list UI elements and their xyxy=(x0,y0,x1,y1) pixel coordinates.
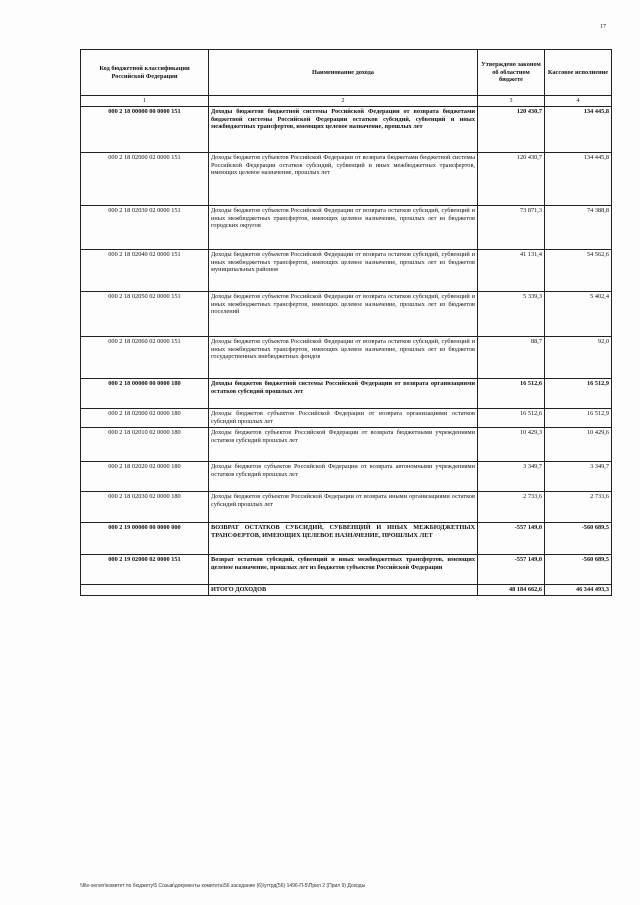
table-row xyxy=(81,428,612,462)
row-code: 000 2 18 02020 02 0000 180 xyxy=(81,462,209,492)
row-name: Доходы бюджетов субъектов Российской Федерации от возврата иными организациями остатков субсидий прошлых лет xyxy=(209,492,478,523)
row-approved: 16 512,6 xyxy=(478,379,545,409)
row-actual: 74 388,8 xyxy=(545,206,612,250)
table-row xyxy=(81,107,612,153)
table-row xyxy=(81,585,612,596)
row-code: 000 2 18 02050 02 0000 151 xyxy=(81,292,209,337)
row-name: Доходы бюджетов субъектов Российской Федерации от возврата остатков субсидий, субвенций и иных межбюджетных трансфертов, имеющих целевое назначение, прошлых лет из бюджетов поселений xyxy=(209,292,478,337)
row-code: 000 2 18 02040 02 0000 151 xyxy=(81,250,209,292)
row-approved: 16 512,6 xyxy=(478,409,545,428)
table-row xyxy=(81,292,612,337)
row-code: 000 2 18 02030 02 0000 151 xyxy=(81,206,209,250)
row-actual: 16 512,9 xyxy=(545,379,612,409)
table-row xyxy=(81,492,612,523)
row-code: 000 2 18 02000 02 0000 151 xyxy=(81,153,209,206)
row-approved: 120 430,7 xyxy=(478,107,545,153)
row-name: Доходы бюджетов субъектов Российской Федерации от возврата остатков субсидий, субвенций и иных межбюджетных трансфертов, имеющих целевое назначение, прошлых лет из бюджетов городских округов xyxy=(209,206,478,250)
row-actual: 3 349,7 xyxy=(545,462,612,492)
column-numbers-row xyxy=(81,96,612,107)
row-actual: 2 733,6 xyxy=(545,492,612,523)
row-code: 000 2 18 02010 02 0000 180 xyxy=(81,428,209,462)
row-code: 000 2 18 00000 00 0000 151 xyxy=(81,107,209,153)
row-name: Доходы бюджетов субъектов Российской Федерации от возврата автономными учреждениями остатков субсидий прошлых лет xyxy=(209,462,478,492)
row-approved: -557 149,0 xyxy=(478,523,545,555)
row-actual: 134 445,8 xyxy=(545,153,612,206)
table-row xyxy=(81,153,612,206)
row-code xyxy=(81,585,209,596)
row-code: 000 2 19 00000 00 0000 000 xyxy=(81,523,209,555)
column-number: 2 xyxy=(209,96,478,107)
header-actual: Кассовое исполнение xyxy=(545,50,612,96)
table-row xyxy=(81,555,612,585)
row-actual: -560 689,5 xyxy=(545,523,612,555)
table-row xyxy=(81,379,612,409)
table-row xyxy=(81,409,612,428)
table-row xyxy=(81,206,612,250)
row-approved: 10 429,3 xyxy=(478,428,545,462)
row-name: Возврат остатков субсидий, субвенций и иных межбюджетных трансфертов, имеющих целевое назначение, прошлых лет из бюджетов субъектов Российской Федерации xyxy=(209,555,478,585)
row-name: Доходы бюджетов субъектов Российской Федерации от возврата организациями остатков субсидий прошлых лет xyxy=(209,409,478,428)
header-approved: Утверждено законом об областном бюджете xyxy=(478,50,545,96)
row-approved: 2 733,6 xyxy=(478,492,545,523)
row-name: Доходы бюджетов бюджетной системы Российской Федерации от возврата бюджетами бюджетной системы Российской Федерации остатков субсидий, субвенций и иных межбюджетных трансфертов, имеющих целевое назначение, прошлых лет xyxy=(209,107,478,153)
header-code: Код бюджетной классификации Российской Федерации xyxy=(81,50,209,96)
row-code: 000 2 18 02000 02 0000 180 xyxy=(81,409,209,428)
row-name: Доходы бюджетов субъектов Российской Федерации от возврата бюджетными учреждениями остатков субсидий прошлых лет xyxy=(209,428,478,462)
row-actual: 5 402,4 xyxy=(545,292,612,337)
table-row xyxy=(81,250,612,292)
table-row xyxy=(81,462,612,492)
row-actual: 134 445,8 xyxy=(545,107,612,153)
row-approved: 120 430,7 xyxy=(478,153,545,206)
row-approved: 41 131,4 xyxy=(478,250,545,292)
row-name: Доходы бюджетов бюджетной системы Российской Федерации от возврата организациями остатков субсидий прошлых лет xyxy=(209,379,478,409)
row-code: 000 2 18 02030 02 0000 180 xyxy=(81,492,209,523)
row-actual: 54 562,6 xyxy=(545,250,612,292)
row-actual: 92,0 xyxy=(545,337,612,379)
table-row xyxy=(81,337,612,379)
column-number: 3 xyxy=(478,96,545,107)
row-actual: 16 512,9 xyxy=(545,409,612,428)
row-code: 000 2 18 00000 00 0000 180 xyxy=(81,379,209,409)
table-row xyxy=(81,523,612,555)
row-approved: 88,7 xyxy=(478,337,545,379)
row-actual: 10 429,6 xyxy=(545,428,612,462)
row-name: Доходы бюджетов субъектов Российской Федерации от возврата бюджетами бюджетной системы Российской Федерации остатков субсидий, субвенций и иных межбюджетных трансфертов, имеющих целевое назначение, прошлых лет xyxy=(209,153,478,206)
row-approved: 48 184 662,6 xyxy=(478,585,545,596)
header-name: Наименование дохода xyxy=(209,50,478,96)
file-path-footer: \\file-server\комитет по бюджету\5 Созыв\документы комитета\56 заседание (6)\угтрд(56) 1496-П-5\Прил 2 (Прил 9) Доходы xyxy=(80,883,366,889)
row-code: 000 2 18 02060 02 0000 151 xyxy=(81,337,209,379)
row-approved: -557 149,0 xyxy=(478,555,545,585)
row-code: 000 2 19 02000 02 0000 151 xyxy=(81,555,209,585)
row-name: Доходы бюджетов субъектов Российской Федерации от возврата остатков субсидий, субвенций и иных межбюджетных трансфертов, имеющих целевое назначение, прошлых лет из бюджетов муниципальных районов xyxy=(209,250,478,292)
row-approved: 5 339,3 xyxy=(478,292,545,337)
revenue-table xyxy=(80,49,612,596)
row-actual: -560 689,5 xyxy=(545,555,612,585)
row-actual: 46 344 493,3 xyxy=(545,585,612,596)
row-approved: 73 871,3 xyxy=(478,206,545,250)
column-number: 1 xyxy=(81,96,209,107)
row-name: Доходы бюджетов субъектов Российской Федерации от возврата остатков субсидий, субвенций и иных межбюджетных трансфертов, имеющих целевое назначение, прошлых лет из бюджетов государственных внебюджетных фондов xyxy=(209,337,478,379)
row-name: ВОЗВРАТ ОСТАТКОВ СУБСИДИЙ, СУБВЕНЦИЙ И ИНЫХ МЕЖБЮДЖЕТНЫХ ТРАНСФЕРТОВ, ИМЕЮЩИХ ЦЕЛЕВОЕ НАЗНАЧЕНИЕ, ПРОШЛЫХ ЛЕТ xyxy=(209,523,478,555)
column-number: 4 xyxy=(545,96,612,107)
row-approved: 3 349,7 xyxy=(478,462,545,492)
page-number: 17 xyxy=(600,24,606,30)
row-name: ИТОГО ДОХОДОВ xyxy=(209,585,478,596)
